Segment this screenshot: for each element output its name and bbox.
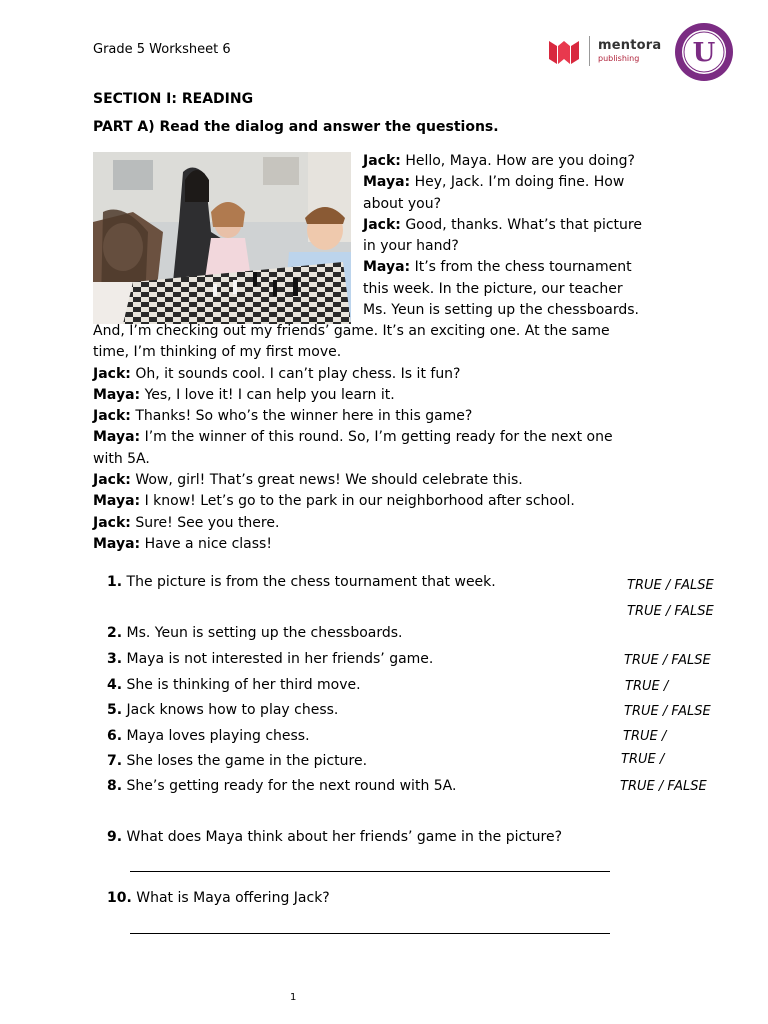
dialog-text: Wow, girl! That’s great news! We should celebrate this. — [130, 472, 523, 489]
speaker-name: Maya: — [363, 174, 411, 191]
dialog-text: with 5A. — [93, 450, 150, 467]
question-text: She loses the game in the picture. — [122, 753, 368, 769]
dialog-line — [93, 491, 613, 512]
question-text: Ms. Yeun is setting up the chessboards. — [122, 625, 403, 641]
answer-line-10[interactable] — [130, 933, 610, 934]
dialog-line — [93, 427, 613, 448]
publisher-sub: publishing — [598, 54, 640, 63]
dialog-text: Have a nice class! — [140, 535, 272, 552]
speaker-name: Maya: — [93, 535, 141, 552]
dialog-text: I’m the winner of this round. So, I’m getting ready for the next one — [140, 429, 613, 446]
mentora-wordmark — [598, 39, 661, 63]
section-title: SECTION I: READING — [93, 91, 254, 107]
dialog-line — [363, 279, 642, 300]
school-seal-icon — [674, 22, 734, 82]
speaker-name: Maya: — [363, 259, 411, 276]
question-item — [107, 625, 403, 641]
question-number: 7. — [107, 753, 123, 769]
question-item — [107, 753, 367, 769]
part-title: PART A) Read the dialog and answer the questions. — [93, 119, 499, 135]
dialog-text: And, I’m checking out my friends’ game. It’s an exciting one. At the same — [93, 323, 610, 339]
question-text: She is thinking of her third move. — [122, 677, 361, 693]
question-item — [107, 702, 338, 718]
logo-divider — [589, 36, 590, 66]
dialog-line — [363, 194, 642, 215]
dialog-text: Sure! See you there. — [130, 514, 280, 531]
true-false-choice[interactable]: TRUE / FALSE — [627, 604, 714, 619]
open-question-9 — [107, 829, 562, 845]
mentora-logo — [547, 36, 661, 66]
speaker-name: Jack: — [93, 365, 131, 382]
dialog-text: Hello, Maya. How are you doing? — [400, 153, 635, 169]
dialog-line — [363, 172, 642, 193]
true-false-choice[interactable]: TRUE / — [623, 729, 667, 744]
question-number: 6. — [107, 728, 123, 744]
publisher-name: mentora — [598, 38, 662, 53]
dialog-text: It’s from the chess tournament — [410, 259, 632, 276]
question-item — [107, 728, 310, 744]
true-false-choice[interactable]: TRUE / FALSE — [620, 779, 707, 794]
dialog-line — [363, 236, 642, 257]
speaker-name: Jack: — [363, 216, 401, 233]
worksheet-title: Grade 5 Worksheet 6 — [93, 42, 231, 57]
speaker-name: Jack: — [93, 514, 131, 531]
dialog-text: I know! Let’s go to the park in our neighborhood after school. — [140, 493, 575, 510]
dialog-text: Thanks! So who’s the winner here in this game? — [130, 408, 473, 425]
dialog-text: this week. In the picture, our teacher — [363, 280, 623, 297]
dialog-line — [93, 342, 613, 363]
question-item — [107, 651, 433, 667]
true-false-choice[interactable]: TRUE / FALSE — [624, 704, 711, 719]
true-false-choice[interactable]: TRUE / — [625, 679, 669, 694]
true-false-choice[interactable]: TRUE / — [621, 752, 665, 767]
dialog-line — [363, 257, 642, 278]
question-item — [107, 677, 361, 693]
mentora-mark-icon — [547, 37, 581, 65]
dialog-line — [93, 449, 613, 470]
question-text: She’s getting ready for the next round with 5A. — [122, 778, 457, 794]
question-text: What is Maya offering Jack? — [131, 890, 330, 906]
dialog-text: in your hand? — [363, 238, 459, 255]
dialog-line — [363, 215, 642, 236]
question-text: Maya is not interested in her friends’ game. — [122, 651, 434, 667]
question-number: 5. — [107, 702, 123, 718]
chess-tournament-photo — [93, 152, 351, 324]
dialog-line — [93, 406, 613, 427]
open-question-10 — [107, 890, 330, 906]
dialog-line — [93, 513, 613, 534]
question-number: 3. — [107, 651, 123, 667]
speaker-name: Jack: — [363, 153, 401, 169]
dialog-text: Ms. Yeun is setting up the chessboards. — [363, 302, 639, 319]
dialog-text: Yes, I love it! I can help you learn it. — [140, 386, 395, 403]
dialog-text: Good, thanks. What’s that picture — [400, 216, 642, 233]
question-item — [107, 574, 496, 590]
dialog-line — [93, 364, 613, 385]
dialog-line — [93, 385, 613, 406]
question-number: 9. — [107, 829, 123, 845]
true-false-choice[interactable]: TRUE / FALSE — [624, 653, 711, 668]
question-number: 2. — [107, 625, 123, 641]
speaker-name: Maya: — [93, 429, 141, 446]
dialog-text: about you? — [363, 195, 441, 212]
speaker-name: Jack: — [93, 472, 131, 489]
question-text: What does Maya think about her friends’ game in the picture? — [122, 829, 563, 845]
dialog-line — [93, 470, 613, 491]
dialog-text: Hey, Jack. I’m doing fine. How — [410, 174, 625, 191]
question-number: 4. — [107, 677, 123, 693]
speaker-name: Maya: — [93, 493, 141, 510]
dialog-right-column — [363, 151, 642, 321]
speaker-name: Jack: — [93, 408, 131, 425]
page-number: 1 — [290, 992, 297, 1003]
dialog-text: Oh, it sounds cool. I can’t play chess. Is it fun? — [130, 365, 461, 382]
question-item — [107, 778, 456, 794]
true-false-choice[interactable]: TRUE / FALSE — [627, 578, 714, 593]
answer-line-9[interactable] — [130, 871, 610, 872]
question-text: Maya loves playing chess. — [122, 728, 310, 744]
speaker-name: Maya: — [93, 386, 141, 403]
dialog-full-width — [93, 321, 613, 555]
question-text: Jack knows how to play chess. — [122, 702, 339, 718]
dialog-text: time, I’m thinking of my first move. — [93, 344, 342, 361]
dialog-line — [363, 300, 642, 321]
question-number: 8. — [107, 778, 123, 794]
dialog-line — [93, 321, 613, 342]
question-number: 10. — [107, 890, 132, 906]
question-text: The picture is from the chess tournament that week. — [122, 574, 496, 590]
dialog-line — [363, 151, 642, 172]
question-number: 1. — [107, 574, 123, 590]
svg-text:U: U — [692, 38, 716, 68]
dialog-line — [93, 534, 613, 555]
